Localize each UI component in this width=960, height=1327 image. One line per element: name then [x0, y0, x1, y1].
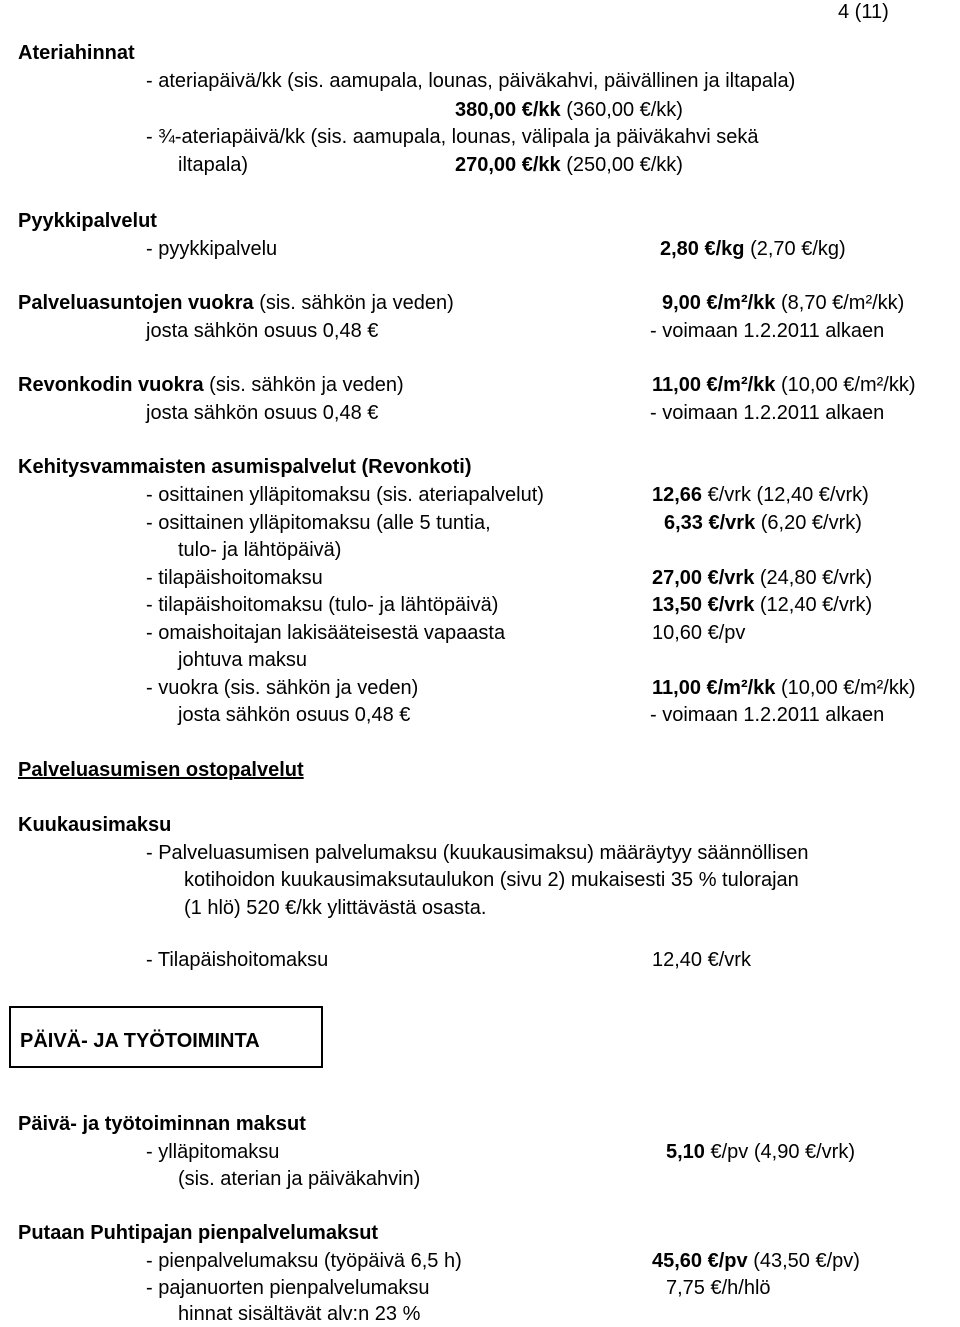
kv-row-4-description: - tilapäishoitomaksu (tulo- ja lähtöpäivä) — [146, 594, 499, 616]
section-heading-pyykki: Pyykkipalvelut — [18, 210, 157, 232]
section-heading-ostopalvelut: Palveluasumisen ostopalvelut — [18, 759, 304, 781]
day-activity-row-description-cont: (sis. aterian ja päiväkahvin) — [178, 1168, 421, 1190]
kv-row-2-description-cont: tulo- ja lähtöpäivä) — [178, 539, 342, 561]
kv-row-3-description: - tilapäishoitomaksu — [146, 567, 323, 589]
kv-row-2-price: 6,33 €/vrk (6,20 €/vrk) — [664, 512, 862, 534]
kv-row-2-description: - osittainen ylläpitomaksu (alle 5 tuntia, — [146, 512, 491, 534]
section-heading-kehitysvammaiset: Kehitysvammaisten asumispalvelut (Revonkoti) — [18, 456, 472, 478]
puhtipaja-row-2-price: 7,75 €/h/hlö — [666, 1277, 771, 1299]
laundry-row-price: 2,80 €/kg (2,70 €/kg) — [660, 238, 846, 260]
section-heading-ateriahinnat: Ateriahinnat — [18, 42, 135, 64]
kv-row-5-description: - omaishoitajan lakisääteisestä vapaasta — [146, 622, 506, 644]
meal-row-1-price: 380,00 €/kk (360,00 €/kk) — [455, 99, 683, 121]
section-heading-paiva-maksut: Päivä- ja työtoiminnan maksut — [18, 1113, 306, 1135]
kv-row-6-effective-date: - voimaan 1.2.2011 alkaen — [650, 704, 885, 726]
meal-row-2-price: 270,00 €/kk (250,00 €/kk) — [455, 154, 683, 176]
service-flat-electricity-share: josta sähkön osuus 0,48 € — [146, 320, 379, 342]
monthly-fee-line-1: - Palveluasumisen palvelumaksu (kuukausimaksu) määräytyy säännöllisen — [146, 842, 809, 864]
service-flat-effective-date: - voimaan 1.2.2011 alkaen — [650, 320, 885, 342]
revonkoti-effective-date: - voimaan 1.2.2011 alkaen — [650, 402, 885, 424]
kv-row-5-description-cont: johtuva maksu — [178, 649, 307, 671]
meal-row-1-description: - ateriapäivä/kk (sis. aamupala, lounas, päiväkahvi, päivällinen ja iltapala) — [146, 70, 796, 92]
section-heading-puhtipaja: Putaan Puhtipajan pienpalvelumaksut — [18, 1222, 379, 1244]
laundry-row-description: - pyykkipalvelu — [146, 238, 278, 260]
revonkoti-rent-price: 11,00 €/m²/kk (10,00 €/m²/kk) — [652, 374, 916, 396]
kv-row-1-description: - osittainen ylläpitomaksu (sis. ateriapalvelut) — [146, 484, 544, 506]
monthly-fee-line-2: kotihoidon kuukausimaksutaulukon (sivu 2) mukaisesti 35 % tulorajan — [184, 869, 799, 891]
day-activity-row-price: 5,10 €/pv (4,90 €/vrk) — [666, 1141, 856, 1163]
monthly-fee-line-3: (1 hlö) 520 €/kk ylittävästä osasta. — [184, 897, 487, 919]
revonkoti-electricity-share: josta sähkön osuus 0,48 € — [146, 402, 379, 424]
service-flat-rent-price: 9,00 €/m²/kk (8,70 €/m²/kk) — [662, 292, 905, 314]
day-activity-row-description: - ylläpitomaksu — [146, 1141, 280, 1163]
kv-row-1-price: 12,66 €/vrk (12,40 €/vrk) — [652, 484, 869, 506]
kv-row-3-price: 27,00 €/vrk (24,80 €/vrk) — [652, 567, 873, 589]
puhtipaja-row-1-description: - pienpalvelumaksu (työpäivä 6,5 h) — [146, 1250, 462, 1272]
meal-row-2-description-cont: iltapala) — [178, 154, 249, 176]
kv-row-5-price: 10,60 €/pv — [652, 622, 746, 644]
service-flat-rent-heading: Palveluasuntojen vuokra (sis. sähkön ja veden) — [18, 292, 454, 314]
meal-row-2-description: - ¾-ateriapäivä/kk (sis. aamupala, lounas, välipala ja päiväkahvi sekä — [146, 126, 759, 148]
puhtipaja-row-2-description: - pajanuorten pienpalvelumaksu — [146, 1277, 430, 1299]
subheading-kuukausimaksu: Kuukausimaksu — [18, 814, 172, 836]
kv-row-4-price: 13,50 €/vrk (12,40 €/vrk) — [652, 594, 873, 616]
boxed-heading-paiva-tyotoiminta: PÄIVÄ- JA TYÖTOIMINTA — [20, 1030, 260, 1052]
kv-row-6-electricity-share: josta sähkön osuus 0,48 € — [178, 704, 411, 726]
vat-note: hinnat sisältävät alv:n 23 % — [178, 1303, 421, 1325]
temporary-care-description: - Tilapäishoitomaksu — [146, 949, 329, 971]
temporary-care-price: 12,40 €/vrk — [652, 949, 751, 971]
revonkoti-rent-heading: Revonkodin vuokra (sis. sähkön ja veden) — [18, 374, 404, 396]
kv-row-6-price: 11,00 €/m²/kk (10,00 €/m²/kk) — [652, 677, 916, 699]
page-number: 4 (11) — [838, 1, 889, 23]
puhtipaja-row-1-price: 45,60 €/pv (43,50 €/pv) — [652, 1250, 860, 1272]
kv-row-6-description: - vuokra (sis. sähkön ja veden) — [146, 677, 419, 699]
